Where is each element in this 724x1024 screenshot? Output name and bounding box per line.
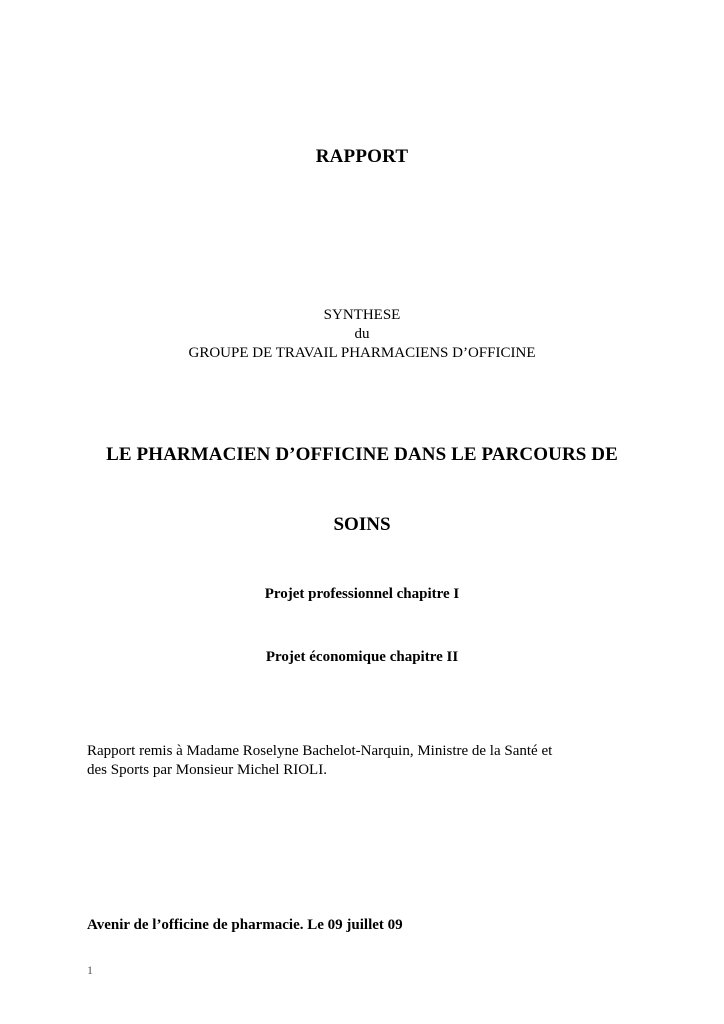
dedication-line-2: des Sports par Monsieur Michel RIOLI. (87, 762, 327, 778)
synthesis-line-3: GROUPE DE TRAVAIL PHARMACIENS D’OFFICINE (188, 345, 536, 361)
project-professional: Projet professionnel chapitre I (264, 586, 460, 602)
report-title: RAPPORT (315, 146, 409, 167)
synthesis-line-1: SYNTHESE (323, 307, 401, 323)
main-title-line-1: LE PHARMACIEN D’OFFICINE DANS LE PARCOURS DE (106, 444, 618, 465)
dedication-paragraph (87, 742, 647, 780)
footer-date-line: Avenir de l’officine de pharmacie. Le 09 juillet 09 (87, 917, 403, 933)
page-number: 1 (87, 963, 93, 977)
project-economic: Projet économique chapitre II (265, 649, 459, 665)
dedication-line-1: Rapport remis à Madame Roselyne Bachelot-Narquin, Ministre de la Santé et (87, 743, 553, 759)
synthesis-line-2: du (354, 326, 370, 342)
synthesis-block (0, 306, 724, 363)
main-title-line-2: SOINS (333, 514, 391, 535)
